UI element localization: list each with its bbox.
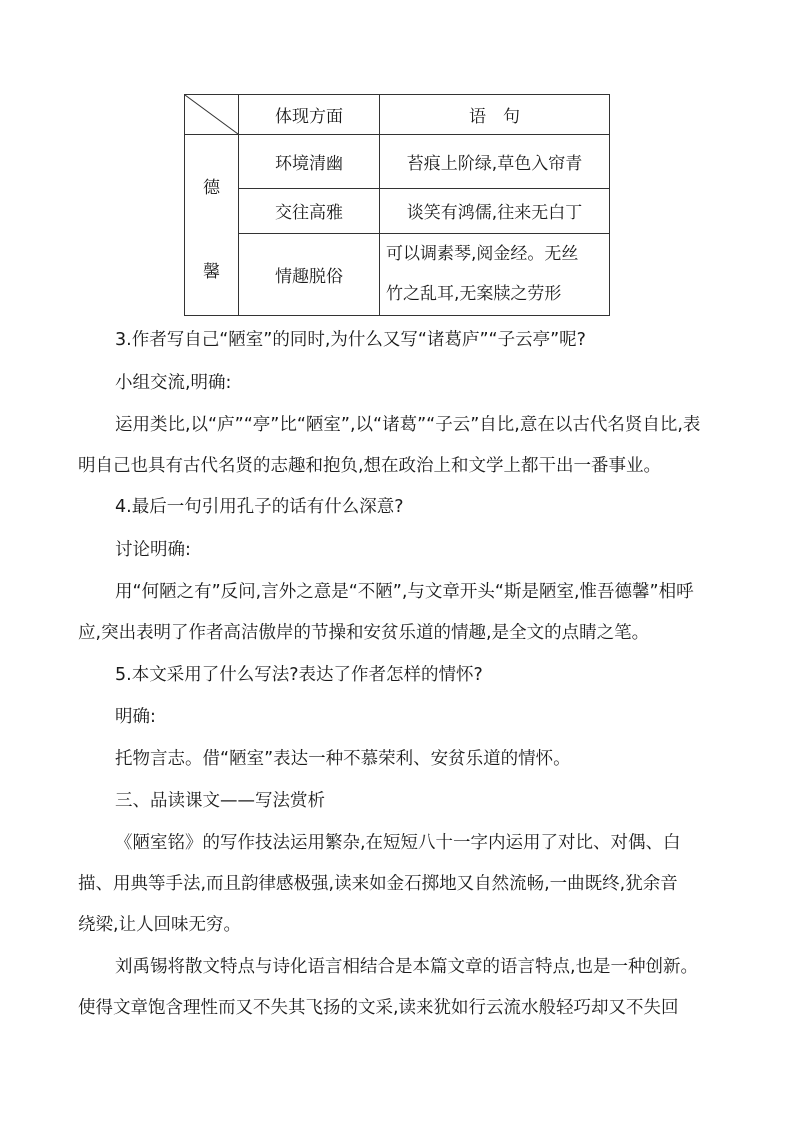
paragraph-line: 《陋室铭》的写作技法运用繁杂,在短短八十一字内运用了对比、对偶、白 xyxy=(115,833,681,853)
dexin-label-cell xyxy=(185,135,239,316)
paragraph-line: 托物言志。借“陋室”表达一种不慕荣利、安贫乐道的情怀。 xyxy=(115,749,571,769)
diagonal-header-cell xyxy=(185,95,239,135)
diagonal-line xyxy=(185,95,238,134)
paragraph-line: 运用类比,以“庐”“亭”比“陋室”,以“诸葛”“子云”自比,意在以古代名贤自比,表 xyxy=(115,415,701,435)
section-heading: 三、品读课文——写法赏析 xyxy=(115,791,325,811)
header-sentence: 语 句 xyxy=(380,95,610,135)
row-sentence: 谈笑有鸿儒,往来无白丁 xyxy=(380,189,610,233)
paragraph-line: 应,突出表明了作者高洁傲岸的节操和安贫乐道的情趣,是全文的点睛之笔。 xyxy=(78,623,650,643)
paragraph-line: 使得文章饱含理性而又不失其飞扬的文采,读来犹如行云流水般轻巧却又不失回 xyxy=(78,998,679,1018)
label-de: 德 xyxy=(203,178,220,198)
header-aspect: 体现方面 xyxy=(239,95,380,135)
answer-label: 明确: xyxy=(115,707,156,727)
question-5: 5.本文采用了什么写法?表达了作者怎样的情怀? xyxy=(115,665,483,685)
answer-label: 小组交流,明确: xyxy=(115,373,232,393)
answer-label: 讨论明确: xyxy=(115,540,191,560)
row-aspect: 情趣脱俗 xyxy=(239,233,380,315)
paragraph-line: 用“何陋之有”反问,言外之意是“不陋”,与文章开头“斯是陋室,惟吾德馨”相呼 xyxy=(115,582,694,602)
sentence-line: 竹之乱耳,无案牍之劳形 xyxy=(386,284,562,305)
row-aspect: 交往高雅 xyxy=(239,189,380,233)
row-sentence: 苔痕上阶绿,草色入帘青 xyxy=(380,135,610,189)
question-3: 3.作者写自己“陋室”的同时,为什么又写“诸葛庐”“子云亭”呢? xyxy=(115,330,586,350)
paragraph-line: 绕梁,让人回味无穷。 xyxy=(78,915,242,935)
row-sentence-multiline xyxy=(380,233,610,315)
paragraph-line: 明自己也具有古代名贤的志趣和抱负,想在政治上和文学上都干出一番事业。 xyxy=(78,456,662,476)
summary-table xyxy=(184,94,610,316)
paragraph-line: 刘禹锡将散文特点与诗化语言相结合是本篇文章的语言特点,也是一种创新。 xyxy=(115,957,699,977)
question-4: 4.最后一句引用孔子的话有什么深意? xyxy=(115,497,404,517)
paragraph-line: 描、用典等手法,而且韵律感极强,读来如金石掷地又自然流畅,一曲既终,犹余音 xyxy=(78,874,678,894)
sentence-line: 可以调素琴,阅金经。无丝 xyxy=(386,244,579,265)
label-xin: 馨 xyxy=(203,262,220,282)
row-aspect: 环境清幽 xyxy=(239,135,380,189)
